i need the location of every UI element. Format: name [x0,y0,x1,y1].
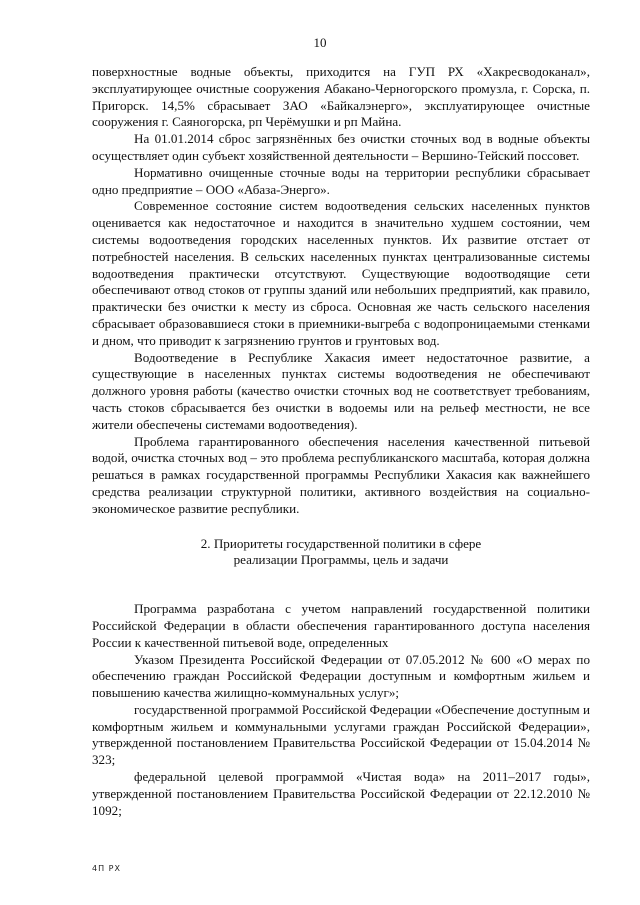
section-heading-line: 2. Приоритеты государственной политики в сфере [200,535,482,551]
paragraph: Указом Президента Российской Федерации от 07.05.2012 № 600 «О мерах по обеспечению граждан Российской Федерации доступным и комфортным жильем и повышению качества жилищно-коммунальных услуг»; [92,651,590,701]
paragraph: Проблема гарантированного обеспечения населения качественной питьевой водой, очистка сточных вод – это проблема республиканского масштаба, которая должна решаться в рамках государственной программы Республики Хакасия как важнейшего средства реализации структурной политики, активного воздействия на социально-экономическое развитие республики. [92,433,590,516]
document-body [92,64,590,819]
paragraph: На 01.01.2014 сброс загрязнённых без очистки сточных вод в водные объекты осуществляет один субъект хозяйственной деятельности – Вершино-Тейский поссовет. [92,131,590,163]
page-number: 10 [313,35,327,50]
paragraph: Водоотведение в Республике Хакасия имеет недостаточное развитие, а существующие в населенных пунктах системы водоотведения не обеспечивают должного уровня работы (качество очистки сточных вод не соответствует требованиям, часть стоков сбрасывается без очистки в водоемы или на рельеф местности, не все жители обеспечены системами водоотведения). [92,349,590,432]
paragraph: государственной программой Российской Федерации «Обеспечение доступным и комфортным жильем и коммунальными услугами граждан Российской Федерации», утвержденной постановлением Правительства Российской Федерации от 15.04.2014 № 323; [92,701,590,768]
section-heading-line: реализации Программы, цель и задачи [233,552,449,568]
paragraph: Программа разработана с учетом направлений государственной политики Российской Федерации в области обеспечения гарантированного доступа населения России к качественной питьевой воде, определенных [92,601,590,650]
section-heading [92,536,590,570]
spacer [92,587,590,601]
paragraph: Нормативно очищенные сточные воды на территории республики сбрасывает одно предприятие – ООО «Абаза-Энерго». [92,164,590,197]
footer-code: 4П РХ [92,864,121,873]
paragraph: Современное состояние систем водоотведения сельских населенных пунктов оценивается как недостаточное и находится в значительно худшем состоянии, чем системы водоотведения городских населенных пунктов. Их развитие отстает от потребностей населения. В сельских населенных пунктах централизованные системы водоотведения практически отсутствуют. Существующие водоотводящие сети обеспечивают отвод стоков от группы зданий или небольших предприятий, как правило, практически без очистки к месту из сброса. Основная же часть сельского населения сбрасывает образовавшиеся стоки в приемники-выгреба с водопроницаемыми стенками и дном, что приводит к загрязнению грунтов и грунтовых вод. [92,198,590,348]
paragraph: федеральной целевой программой «Чистая вода» на 2011–2017 годы», утвержденной постановлением Правительства Российской Федерации от 22.12.2010 № 1092; [92,769,590,818]
paragraph: поверхностные водные объекты, приходится на ГУП РХ «Хакресводоканал», эксплуатирующее очистные сооружения Абакано-Черногорского промузла, г. Сорска, п. Пригорск. 14,5% сбрасывает ЗАО «Байкалэнерго», эксплуатирующее очистные сооружения г. Саяногорска, рп Черёмушки и рп Майна. [92,64,590,130]
